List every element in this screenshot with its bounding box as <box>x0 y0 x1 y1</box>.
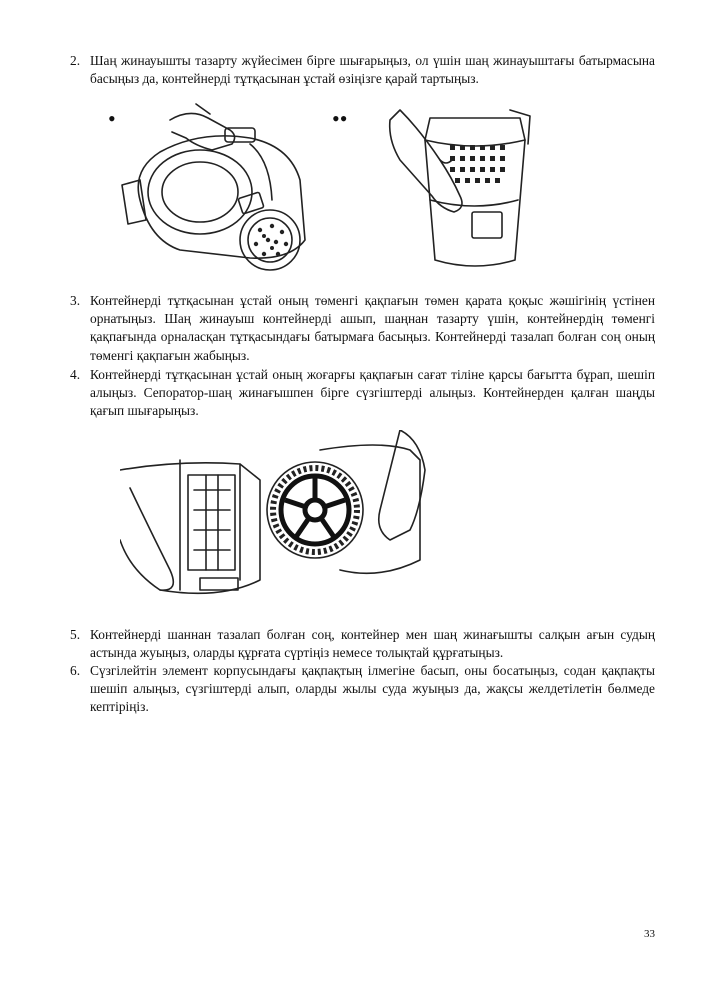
step-2 <box>70 52 655 88</box>
step-text: Контейнерді тұтқасынан ұстай оның жоғарғы қақпағын сағат тіліне қарсы бағытта бұрап, шешіп алыңыз. Сепоратор-шаң жинағышпен бірге сүзгіштерді алыңыз. Контейнерден қалған шаңды қағып шығарыңыз. <box>90 367 655 419</box>
step-text: Контейнерді шаннан тазалап болған соң, контейнер мен шаң жинағышты салқын ағын судың астында жуыңыз, оларды құрғата сүртіңіз немесе толықтай құрғатыңыз. <box>90 627 655 661</box>
figure-marker-right: •• <box>332 106 348 131</box>
step-text: Контейнерді тұтқасынан ұстай оның төменгі қақпағын төмен қарата қоқыс жәшігінің үстінен орнатыңыз. Шаң жинауыш контейнерді ашып, шаңнан тазарту үшін, контейнердің төменгі қақпағында орналасқан тұтқасындағы батырмаға басыңыз. Контейнерді тазалап болған соң оның төменгі қақпағын жабыңыз. <box>90 293 655 363</box>
page-number: 33 <box>644 928 655 940</box>
step-number: 4. <box>70 367 81 382</box>
step-5 <box>70 626 655 662</box>
step-number: 5. <box>70 627 81 642</box>
step-3 <box>70 292 655 365</box>
step-text: Сүзгілейтін элемент корпусындағы қақпақтың ілмегіне басып, оны босатыңыз, содан қақпақты шешіп алыңыз, сүзгіштерді алып, оларды жылы суда жуыңыз да, жақсы желдетілетін бөлмеде кептіріңіз. <box>90 663 655 715</box>
step-4 <box>70 366 655 421</box>
step-number: 6. <box>70 663 81 678</box>
figure-marker-left: • <box>108 106 116 131</box>
figure-container-release <box>100 100 540 280</box>
separator-filter-illustration <box>120 430 430 610</box>
step-number: 3. <box>70 293 81 308</box>
container-release-illustration <box>100 100 540 280</box>
step-6 <box>70 662 655 717</box>
step-text: Шаң жинауышты тазарту жүйесімен бірге шығарыңыз, ол үшін шаң жинауыштағы батырмасына басыңыз да, контейнерді тұтқасынан ұстай өзіңізге қарай тартыңыз. <box>90 53 655 87</box>
step-number: 2. <box>70 53 81 68</box>
figure-separator-filter <box>120 430 430 610</box>
